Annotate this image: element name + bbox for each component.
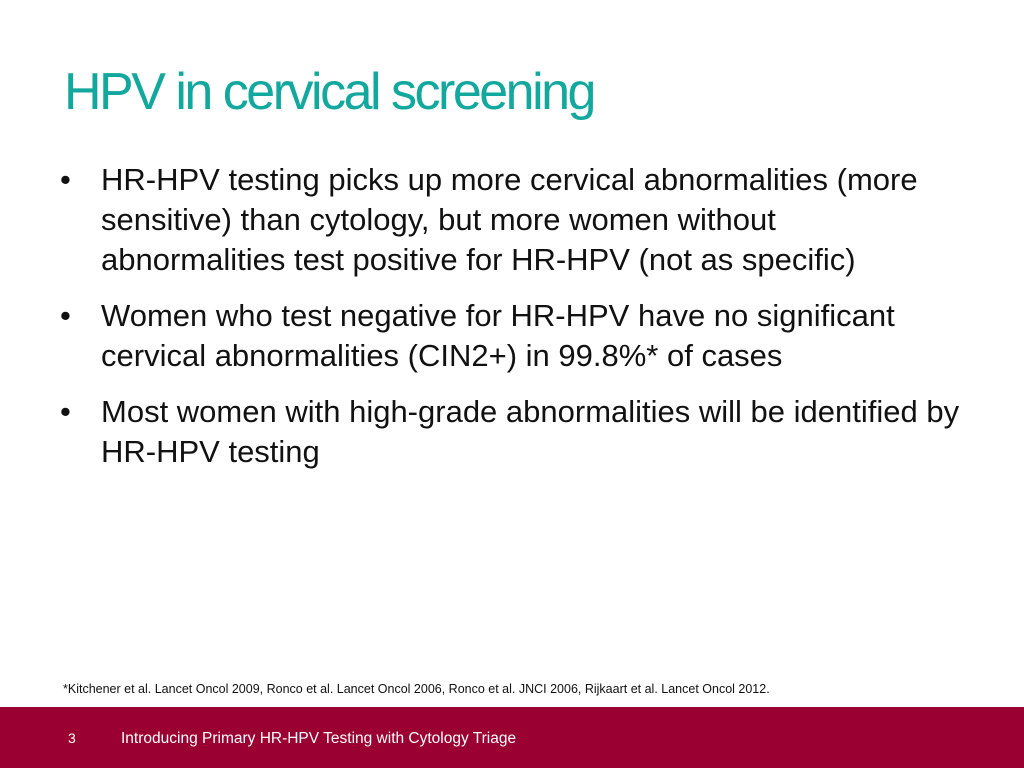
- footer-bar: [0, 707, 1024, 768]
- bullet-item: [56, 160, 966, 280]
- bullet-list: [56, 160, 966, 488]
- slide-title: HPV in cervical screening: [64, 63, 594, 121]
- footnote-citations: *Kitchener et al. Lancet Oncol 2009, Ronco et al. Lancet Oncol 2006, Ronco et al. JNCI 2006, Rijkaart et al. Lancet Oncol 2012.: [63, 682, 770, 696]
- bullet-item: [56, 392, 966, 472]
- bullet-text: HR-HPV testing picks up more cervical abnormalities (more sensitive) than cytology, but more women without abnormalities test positive for HR-HPV (not as specific): [101, 162, 918, 277]
- bullet-item: [56, 296, 966, 376]
- bullet-icon: •: [60, 394, 71, 429]
- footer-presentation-title: Introducing Primary HR-HPV Testing with Cytology Triage: [121, 730, 517, 747]
- bullet-text: Women who test negative for HR-HPV have no significant cervical abnormalities (CIN2+) in 99.8%* of cases: [101, 298, 895, 373]
- slide-number: 3: [68, 730, 76, 746]
- bullet-text: Most women with high-grade abnormalities will be identified by HR-HPV testing: [101, 394, 960, 469]
- bullet-icon: •: [60, 298, 71, 333]
- bullet-icon: •: [60, 162, 71, 197]
